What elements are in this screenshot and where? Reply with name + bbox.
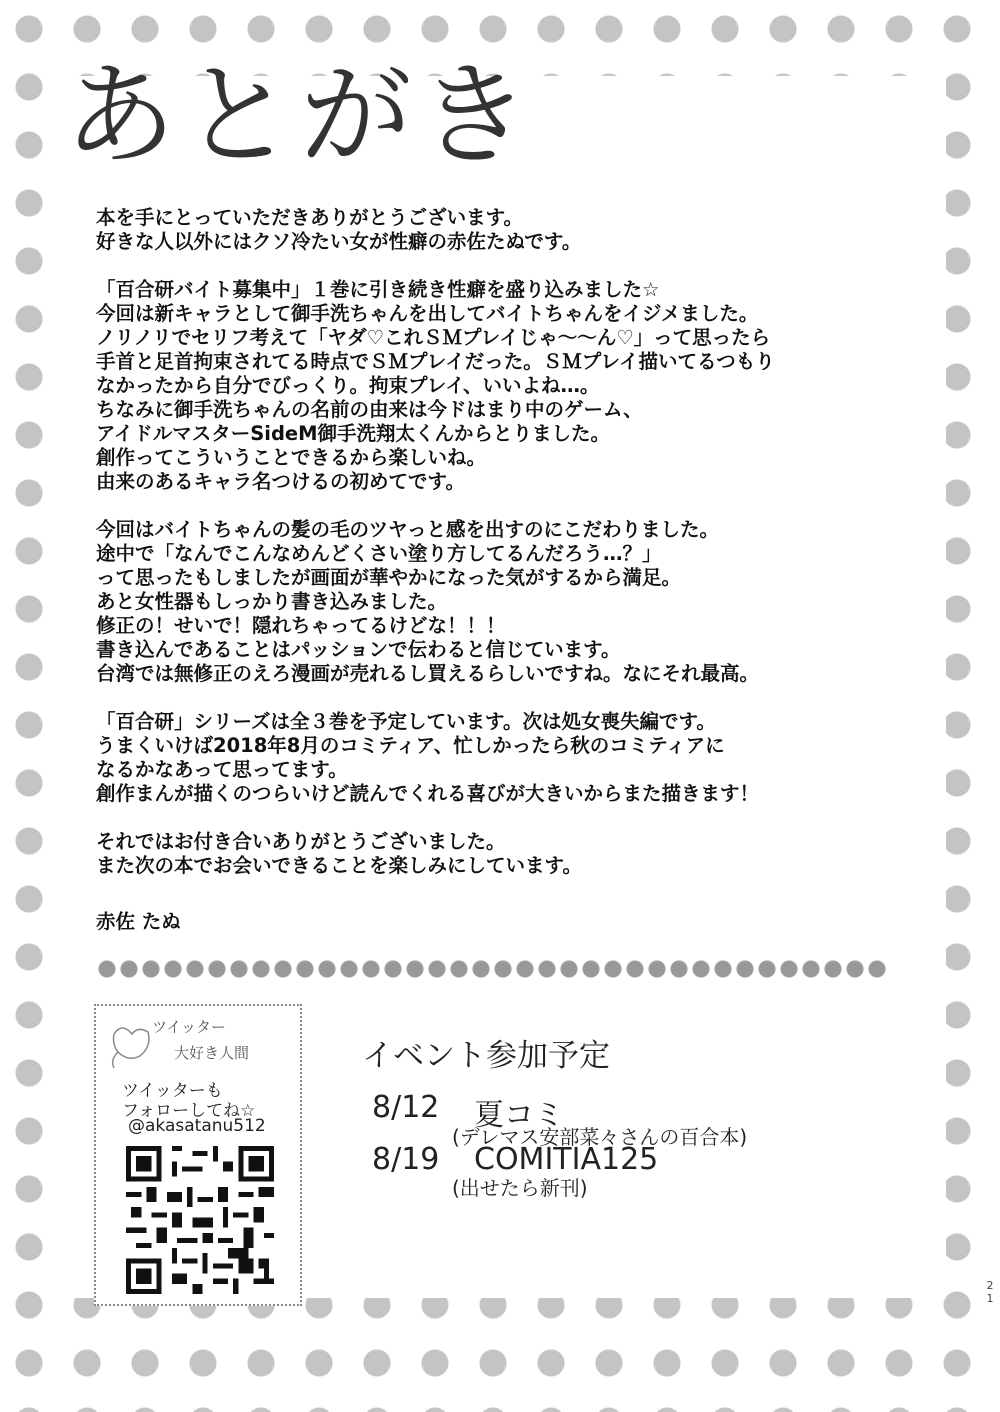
text-line: また次の本でお会いできることを楽しみにしています。 — [96, 854, 582, 877]
text-line: 「百合研」シリーズは全３巻を予定しています。次は処女喪失編です。 — [96, 710, 716, 733]
text-line: なるかなあって思ってます。 — [96, 758, 348, 781]
follow-text: フォローしてね☆ — [122, 1101, 256, 1121]
event-date: 8/12 — [372, 1090, 440, 1125]
text-line: 創作ってこういうことできるから楽しいね。 — [96, 446, 487, 469]
event-note: (デレマス安部菜々さんの百合本) — [452, 1125, 748, 1149]
page-number-digit: 2 — [986, 1279, 994, 1292]
text-line: 書き込んであることはパッションで伝わると信じています。 — [96, 638, 621, 661]
text-line: 好きな人以外にはクソ冷たい女が性癖の赤佐たぬです。 — [96, 230, 582, 253]
text-line: アイドルマスターSideM御手洗翔太くんからとりました。 — [96, 422, 611, 445]
event-name: COMITIA125 — [474, 1142, 659, 1177]
event-name: 夏コミ — [474, 1098, 564, 1133]
dotted-divider — [96, 959, 886, 979]
text-line: なかったから自分でびっくり。拘束プレイ、いいよね…。 — [96, 374, 600, 397]
page-number — [984, 1279, 996, 1305]
twitter-card — [94, 1004, 302, 1306]
paragraph — [96, 830, 896, 878]
page-number-digit: 1 — [986, 1292, 994, 1305]
author-signature: 赤佐 たぬ — [96, 910, 181, 933]
text-line: あと女性器もしっかり書き込みました。 — [96, 590, 448, 613]
events-heading: イベント参加予定 — [362, 1038, 610, 1074]
text-line: うまくいけば2018年8月のコミティア、忙しかったら秋のコミティアに — [96, 734, 725, 757]
follow-text: ツイッターも — [122, 1081, 223, 1101]
qr-code-icon[interactable] — [126, 1146, 274, 1294]
text-line: 今回は新キャラとして御手洗ちゃんを出してバイトちゃんをイジメました。 — [96, 302, 759, 325]
text-line: 「百合研バイト募集中」１巻に引き続き性癖を盛り込みました☆ — [96, 278, 660, 301]
text-line: 途中で「なんでこんなめんどくさい塗り方してるんだろう…？」 — [96, 542, 662, 565]
text-line: 由来のあるキャラ名つけるの初めてです。 — [96, 470, 465, 493]
paragraph — [96, 710, 896, 806]
paragraph — [96, 518, 896, 686]
event-note: (出せたら新刊) — [452, 1176, 588, 1200]
paragraph — [96, 278, 896, 494]
text-line: 今回はバイトちゃんの髪の毛のツヤっと感を出すのにこだわりました。 — [96, 518, 720, 541]
afterword-body — [96, 206, 896, 902]
text-line: それではお付き合いありがとうございました。 — [96, 830, 506, 853]
twitter-handle[interactable]: @akasatanu512 — [128, 1116, 266, 1136]
text-line: 本を手にとっていただきありがとうございます。 — [96, 206, 524, 229]
page-title: あとがき — [64, 51, 536, 181]
event-date: 8/19 — [372, 1142, 440, 1177]
doodle-caption: 大好き人間 — [174, 1044, 250, 1062]
doodle-caption: ツイッター — [152, 1018, 226, 1036]
text-line: 修正の！せいで！隠れちゃってるけどな！！！ — [96, 614, 506, 637]
text-line: ノリノリでセリフ考えて「ヤダ♡これＳＭプレイじゃ〜〜ん♡」って思ったら — [96, 326, 771, 349]
text-line: って思ったもしましたが画面が華やかになった気がするから満足。 — [96, 566, 682, 589]
paragraph — [96, 206, 896, 254]
text-line: ちなみに御手洗ちゃんの名前の由来は今ドはまり中のゲーム、 — [96, 398, 643, 421]
text-line: 台湾では無修正のえろ漫画が売れるし買えるらしいですね。なにそれ最高。 — [96, 662, 760, 685]
text-line: 手首と足首拘束されてる時点でＳＭプレイだった。ＳＭプレイ描いてるつもり — [96, 350, 775, 373]
text-line: 創作まんが描くのつらいけど読んでくれる喜びが大きいからまた描きます！ — [96, 782, 760, 805]
